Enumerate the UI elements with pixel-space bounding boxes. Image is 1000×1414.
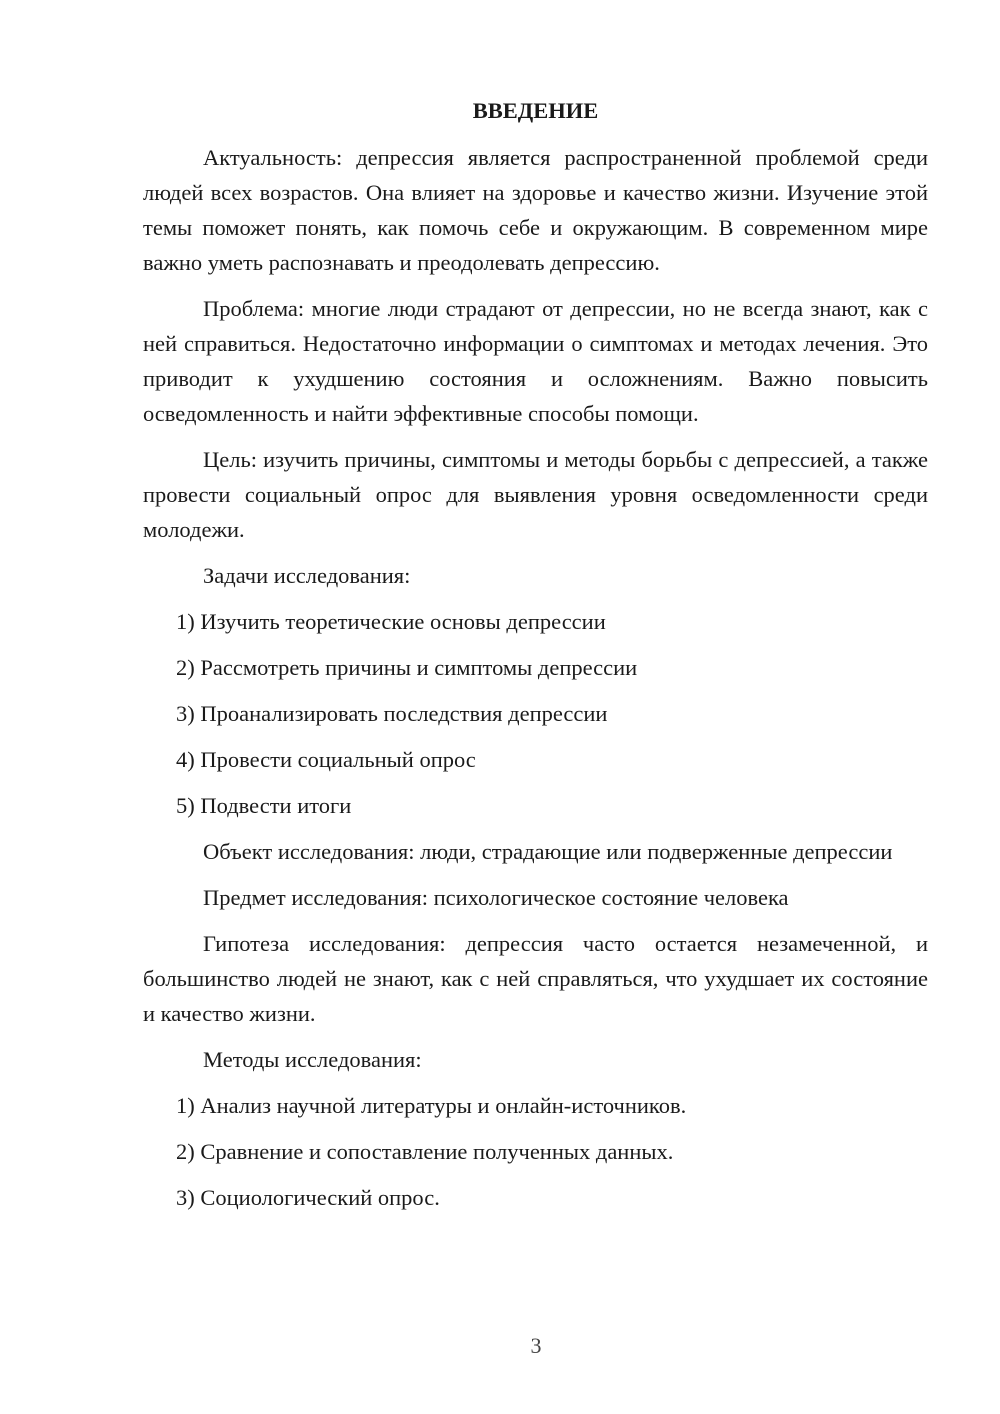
task-item: 3) Проанализировать последствия депрессии [176,701,608,726]
subject-paragraph: Предмет исследования: психологическое состояние человека [203,885,789,910]
problem-paragraph: Проблема: многие люди страдают от депрессии, но не всегда знают, как с ней справиться. Недостаточно информации о симптомах и методах лечения. Это приводит к ухудшению состояния и осложнениям. Важно повысить осведомленность и найти эффективные способы помощи. [143,296,928,426]
task-item: 5) Подвести итоги [176,793,352,818]
task-item: 2) Рассмотреть причины и симптомы депрессии [176,655,638,680]
tasks-heading: Задачи исследования: [203,563,411,588]
method-item: 3) Социологический опрос. [176,1185,440,1210]
relevance-paragraph: Актуальность: депрессия является распространенной проблемой среди людей всех возрастов. Она влияет на здоровье и качество жизни. Изучение этой темы поможет понять, как помочь себе и окружающим. В современном мире важно уметь распознавать и преодолевать депрессию. [143,145,928,275]
method-item: 2) Сравнение и сопоставление полученных данных. [176,1139,674,1164]
methods-heading: Методы исследования: [203,1047,422,1072]
method-item: 1) Анализ научной литературы и онлайн-источников. [176,1093,687,1118]
object-paragraph: Объект исследования: люди, страдающие или подверженные депрессии [203,839,893,864]
page-title: ВВЕДЕНИЕ [472,98,599,123]
task-item: 1) Изучить теоретические основы депрессии [176,609,606,634]
page-content [143,93,928,1226]
task-item: 4) Провести социальный опрос [176,747,476,772]
goal-paragraph: Цель: изучить причины, симптомы и методы борьбы с депрессией, а также провести социальный опрос для выявления уровня осведомленности среди молодежи. [143,447,928,542]
page-number: 3 [530,1333,542,1358]
hypothesis-paragraph: Гипотеза исследования: депрессия часто остается незамеченной, и большинство людей не знают, как с ней справляться, что ухудшает их состояние и качество жизни. [143,931,928,1026]
